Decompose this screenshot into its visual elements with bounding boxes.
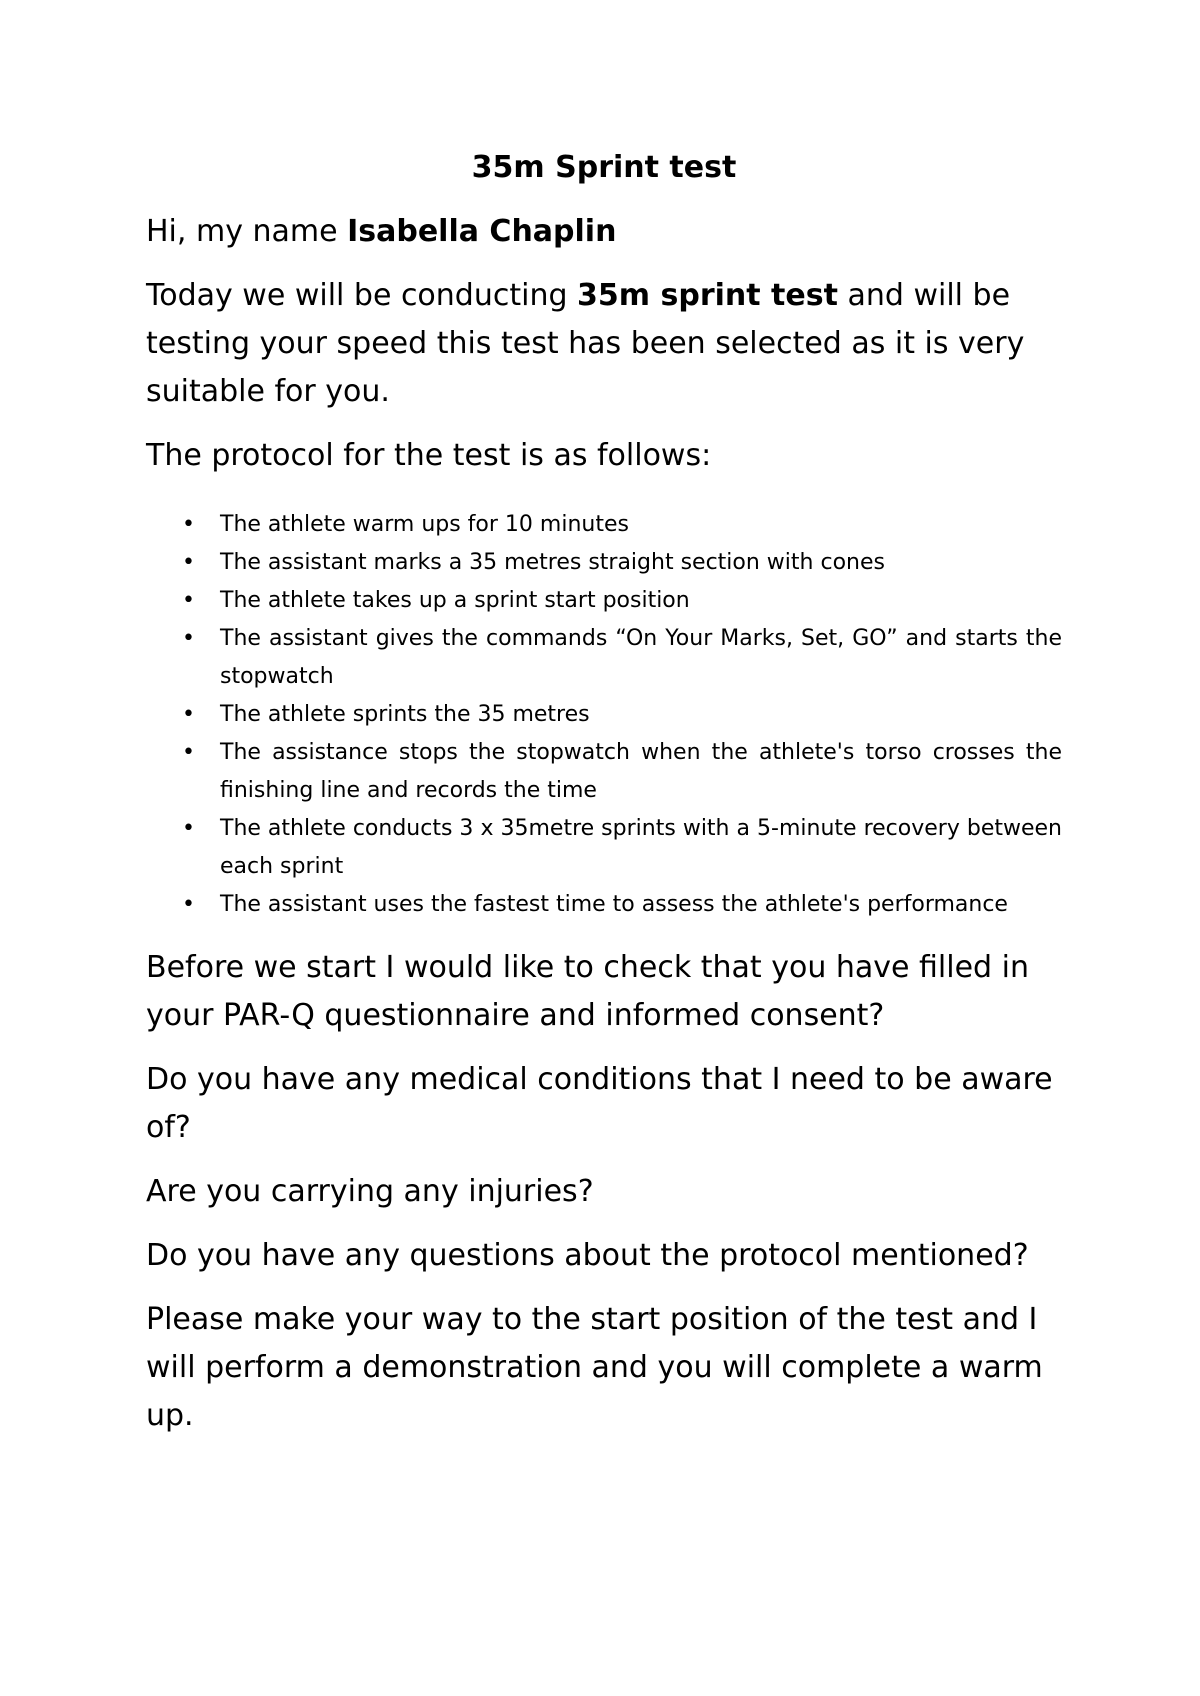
test-name: 35m sprint test xyxy=(577,278,838,313)
intro-prefix: Hi, my name xyxy=(146,214,348,249)
protocol-step: • The athlete warm ups for 10 minutes xyxy=(146,506,1062,544)
question-protocol: Do you have any questions about the protocol mentioned? xyxy=(146,1238,1029,1273)
intro-paragraph xyxy=(146,208,1062,256)
protocol-step: • The assistance stops the stopwatch when the athlete's torso crosses the finishing line and records the time xyxy=(146,734,1062,810)
protocol-step: • The assistant gives the commands “On Your Marks, Set, GO” and starts the stopwatch xyxy=(146,620,1062,696)
document-page xyxy=(146,148,1062,1456)
question-injuries: Are you carrying any injuries? xyxy=(146,1174,594,1209)
protocol-step: • The athlete takes up a sprint start position xyxy=(146,582,1062,620)
protocol-step: • The assistant uses the fastest time to assess the athlete's performance xyxy=(146,886,1062,924)
protocol-step: • The athlete conducts 3 x 35metre sprints with a 5-minute recovery between each sprint xyxy=(146,810,1062,886)
protocol-steps-list xyxy=(146,506,1062,924)
closing-paragraph: Please make your way to the start position of the test and I will perform a demonstration and you will complete a warm up. xyxy=(146,1302,1043,1433)
question-parq: Before we start I would like to check that you have filled in your PAR-Q questionnaire and informed consent? xyxy=(146,950,1029,1033)
purpose-paragraph xyxy=(146,272,1062,416)
protocol-step: • The athlete sprints the 35 metres xyxy=(146,696,1062,734)
presenter-name: Isabella Chaplin xyxy=(347,214,617,249)
question-medical: Do you have any medical conditions that I need to be aware of? xyxy=(146,1062,1053,1145)
protocol-intro: The protocol for the test is as follows: xyxy=(146,438,712,473)
protocol-step: • The assistant marks a 35 metres straight section with cones xyxy=(146,544,1062,582)
purpose-prefix: Today we will be conducting xyxy=(146,278,578,313)
purpose-suffix: and will be testing your speed this test has been selected as it is very suitable for you. xyxy=(146,278,1025,409)
document-title: 35m Sprint test xyxy=(471,150,737,185)
